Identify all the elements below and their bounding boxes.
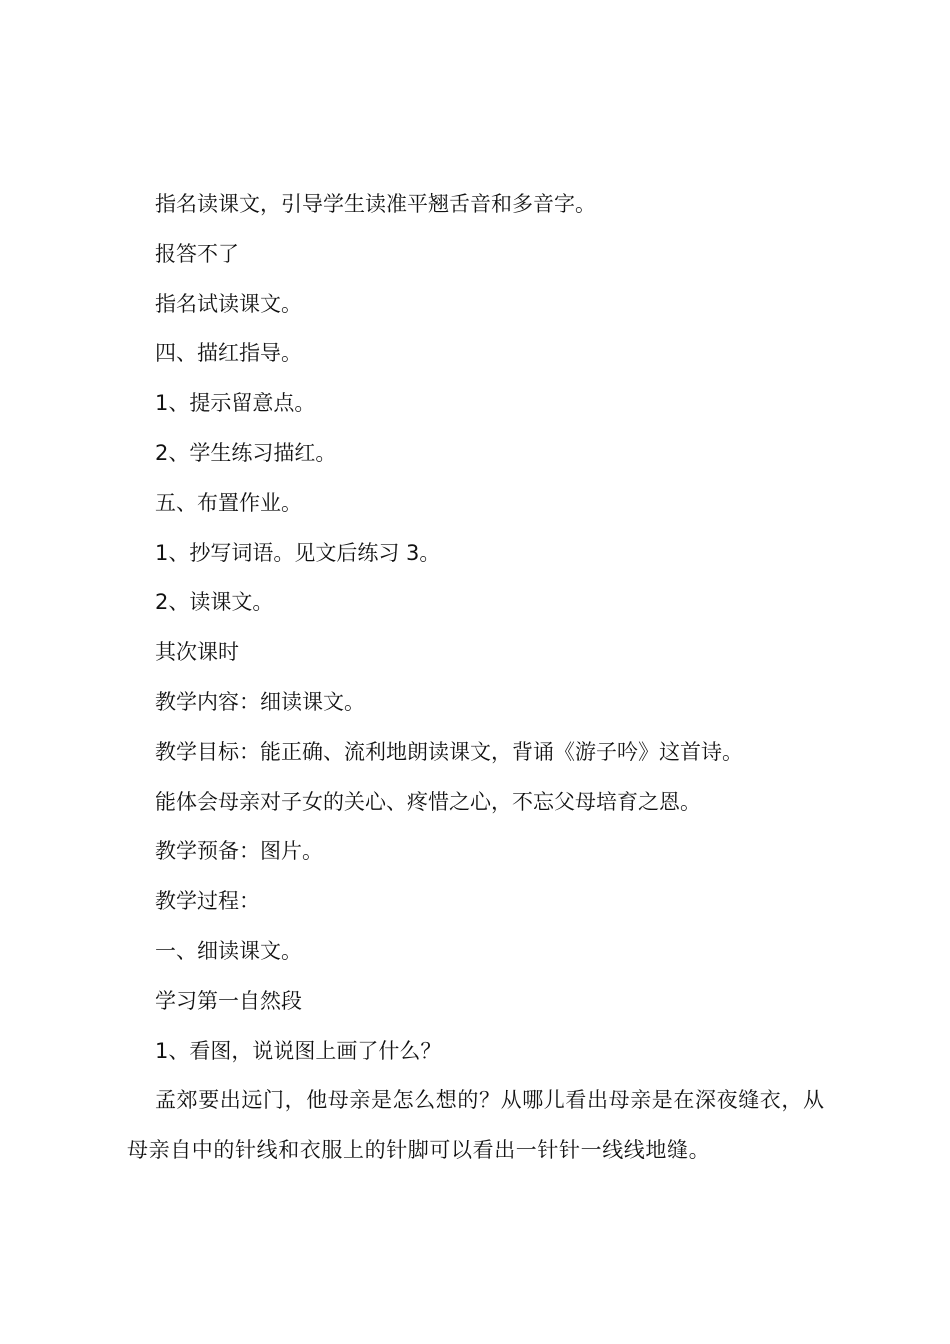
paragraph: 孟郊要出远门，他母亲是怎么想的？从哪儿看出母亲是在深夜缝衣，从母亲自中的针线和衣服上的针脚可以看出一针针一线线地缝。 [127, 1088, 825, 1163]
paragraph: 教学内容：细读课文。 [155, 689, 365, 714]
section-heading: 一、细读课文。 [155, 938, 302, 963]
paragraph: 报答不了 [155, 241, 239, 266]
paragraph: 教学过程： [155, 889, 260, 914]
section-heading: 五、布置作业。 [155, 490, 302, 515]
list-item: 1、抄写词语。见文后练习 3。 [155, 540, 441, 565]
paragraph: 能体会母亲对子女的关心、疼惜之心，不忘父母培育之恩。 [155, 789, 701, 814]
list-item: 1、看图，说说图上画了什么？ [155, 1038, 442, 1063]
document-body [127, 180, 827, 1176]
lesson-heading: 其次课时 [155, 640, 239, 665]
paragraph: 指名试读课文。 [155, 291, 302, 316]
paragraph: 教学预备：图片。 [155, 839, 323, 864]
section-heading: 四、描红指导。 [155, 341, 302, 366]
paragraph: 指名读课文，引导学生读准平翘舌音和多音字。 [155, 192, 596, 216]
list-item: 2、学生练习描红。 [155, 440, 337, 465]
paragraph: 学习第一自然段 [155, 988, 302, 1013]
list-item: 1、提示留意点。 [155, 391, 316, 416]
list-item: 2、读课文。 [155, 590, 274, 615]
paragraph: 教学目标：能正确、流利地朗读课文，背诵《游子吟》这首诗。 [155, 739, 743, 764]
